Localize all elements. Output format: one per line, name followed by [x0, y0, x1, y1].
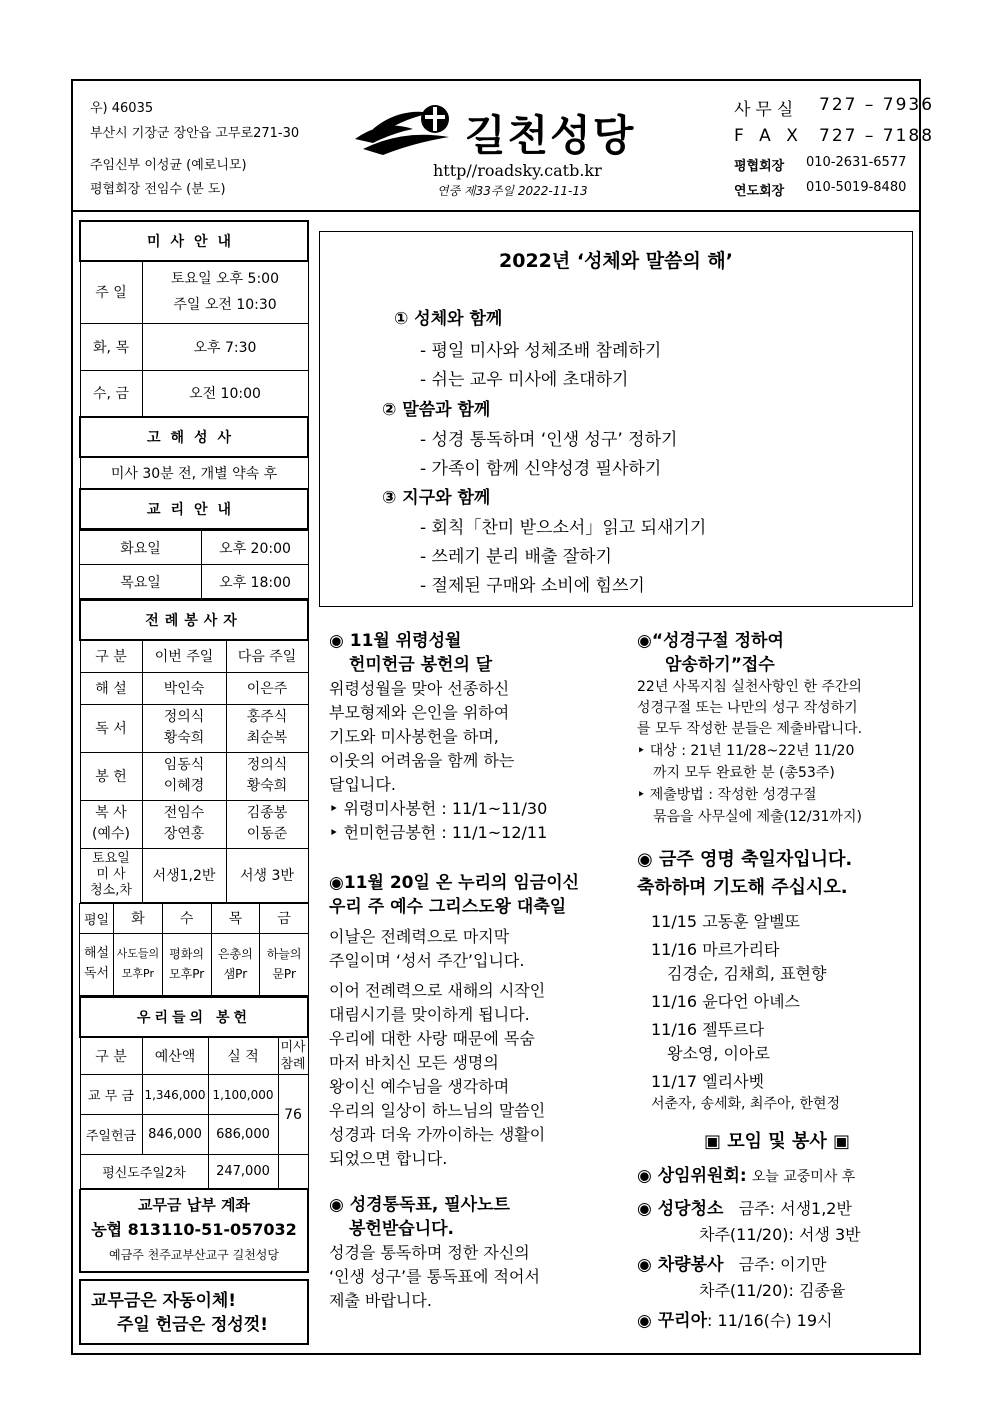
- feast-names: 왕소영, 이아로: [667, 1044, 770, 1063]
- fax-number: 727 – 7188: [819, 126, 935, 146]
- year-theme-panel: [319, 231, 913, 607]
- weekday-value: 평화의 모후Pr: [162, 933, 211, 995]
- offering-budget: 846,000: [142, 1115, 208, 1155]
- liturgy-next: 홍주식 최순복: [226, 704, 308, 752]
- liturgy-this: 임동식 이혜경: [142, 752, 226, 800]
- meeting-detail: 금주: 이기만: [738, 1255, 827, 1274]
- liturgy-table: [79, 599, 309, 903]
- feast-title: 축하하며 기도해 주십시오.: [637, 877, 848, 898]
- account-holder: 예금주 천주교부산교구 길천성당: [109, 1248, 279, 1262]
- theme-point: - 가족이 함께 신약성경 필사하기: [420, 459, 662, 479]
- catechism-day: 목요일: [80, 565, 202, 599]
- liturgy-header: 다음 주일: [226, 640, 308, 672]
- offering-budget: 1,346,000: [142, 1075, 208, 1115]
- catechism-time: 오후 18:00: [202, 565, 309, 599]
- offering-header: 구 분: [80, 1037, 142, 1075]
- slogan-box: [79, 1279, 309, 1345]
- notice-item: ‣ 위령미사봉헌 : 11/1~11/30: [329, 799, 548, 818]
- notice-body: 주일이며 ‘성서 주간’입니다.: [329, 951, 525, 970]
- special-offering-label: 평신도주일2차: [80, 1155, 208, 1189]
- liturgy-this: 정의식 황숙희: [142, 704, 226, 752]
- notice-body: 성경구절 또는 나만의 성구 작성하기: [637, 700, 858, 716]
- notice-body: 를 모두 작성한 분들은 제출바랍니다.: [637, 721, 863, 737]
- mass-time: 오후 7:30: [142, 323, 308, 370]
- mass-title: 미사안내: [80, 221, 308, 261]
- slogan-line: 주일 헌금은 정성껏!: [117, 1315, 268, 1335]
- pastor: 주임신부 이성균 (예로니모): [90, 158, 247, 173]
- church-logo-icon: [353, 99, 461, 157]
- meeting-detail: 금주: 서생1,2반: [738, 1199, 852, 1218]
- theme-point: - 회칙「찬미 받으소서」읽고 되새기기: [420, 518, 707, 538]
- notice-title: ◉ 11월 위령성월: [329, 631, 462, 651]
- notice-item: ‣ 대상 : 21년 11/28~22년 11/20: [637, 743, 855, 759]
- catechism-table: [79, 530, 309, 599]
- liturgy-next: 서생 3반: [226, 848, 308, 902]
- liturgy-this: 서생1,2반: [142, 848, 226, 902]
- feast-entry: 11/15 고동훈 알벨또: [651, 912, 801, 931]
- mass-time: 토요일 오후 5:00: [171, 271, 279, 288]
- website-url: http//roadsky.catb.kr: [433, 161, 602, 180]
- postal-code: 우) 46035: [90, 101, 154, 116]
- notice-title: 봉헌받습니다.: [349, 1219, 454, 1239]
- notice-body: 기도와 미사봉헌을 하며,: [329, 727, 499, 746]
- notice-body: 마저 바치신 모든 생명의: [329, 1053, 499, 1072]
- mass-table: [79, 220, 309, 530]
- feast-entry: 11/16 젤뚜르다: [651, 1020, 765, 1039]
- feast-names: 서춘자, 송세화, 최주아, 한현정: [651, 1096, 840, 1112]
- liturgy-header: 이번 주일: [142, 640, 226, 672]
- mass-day: 화, 목: [80, 323, 142, 370]
- meetings-title: ▣ 모임 및 봉사 ▣: [703, 1131, 851, 1152]
- notice-title: ◉11월 20일 온 누리의 임금이신: [329, 873, 580, 893]
- catechism-title: 교리안내: [80, 489, 308, 529]
- theme-point: - 쉬는 교우 미사에 초대하기: [420, 370, 629, 390]
- notice-body: 대림시기를 맞이하게 됩니다.: [329, 1005, 530, 1024]
- feast-names: 김경순, 김채희, 표현향: [667, 964, 827, 983]
- special-offering-value: 247,000: [208, 1155, 278, 1189]
- offering-actual: 1,100,000: [208, 1075, 278, 1115]
- chair-phone: 010-2631-6577: [806, 155, 907, 170]
- weekday-value: 사도들의 모후Pr: [114, 933, 163, 995]
- theme-point: - 절제된 구매와 소비에 힘쓰기: [420, 576, 645, 596]
- notice-body: 이웃의 어려움을 함께 하는: [329, 751, 515, 770]
- weekday-header: 수: [162, 903, 211, 933]
- weekday-header: 목: [211, 903, 260, 933]
- liturgy-role: 복 사 (예수): [80, 800, 142, 848]
- chair-label: 평협회장: [734, 159, 785, 174]
- meeting-detail: 차주(11/20): 서생 3반: [699, 1225, 861, 1244]
- liturgy-next: 정의식 황숙희: [226, 752, 308, 800]
- liturgy-role: 봉 헌: [80, 752, 142, 800]
- fax-label: F A X: [734, 126, 803, 146]
- notice-body: 22년 사목지침 실천사항인 한 주간의: [637, 679, 862, 695]
- office-label: 사무실: [734, 100, 799, 120]
- notice-body: ‘인생 성구’를 통독표에 적어서: [329, 1267, 540, 1286]
- notice-title: 우리 주 예수 그리스도왕 대축일: [329, 897, 567, 917]
- theme-heading: ① 성체와 함께: [394, 309, 503, 329]
- meeting-detail: 차주(11/20): 김종율: [699, 1281, 846, 1300]
- notice-item: 까지 모두 완료한 분 (총53주): [653, 765, 835, 781]
- meeting-label: ◉ 꾸리아: [637, 1311, 708, 1331]
- notice-item: 묶음을 사무실에 제출(12/31까지): [653, 809, 862, 825]
- notice-body: 이날은 전례력으로 마지막: [329, 927, 510, 946]
- meeting-label: ◉ 성당청소: [637, 1199, 724, 1219]
- notice-title: 헌미헌금 봉헌의 달: [349, 655, 493, 675]
- liturgy-this: 전임수 장연홍: [142, 800, 226, 848]
- mass-time: 주일 오전 10:30: [173, 297, 277, 314]
- offering-table: [79, 996, 309, 1190]
- catechism-time: 오후 20:00: [202, 531, 309, 565]
- meeting-detail: 오늘 교중미사 후: [751, 1169, 856, 1185]
- mass-day: 수, 금: [80, 370, 142, 417]
- liturgy-role: 독 서: [80, 704, 142, 752]
- feast-entry: 11/16 윤다언 아녜스: [651, 992, 801, 1011]
- meeting-label: ◉ 상임위원회:: [637, 1166, 747, 1186]
- notice-item: ‣ 헌미헌금봉헌 : 11/1~12/11: [329, 823, 548, 842]
- meeting-detail: : 11/16(수) 19시: [707, 1311, 833, 1330]
- notice-body: 성경을 통독하며 정한 자신의: [329, 1243, 530, 1262]
- notice-title: ◉“성경구절 정하여: [637, 631, 784, 651]
- theme-point: - 쓰레기 분리 배출 잘하기: [420, 547, 612, 567]
- feast-entry: 11/17 엘리사벳: [651, 1072, 765, 1091]
- notice-body: 부모형제와 은인을 위하여: [329, 703, 510, 722]
- mass-time: 오전 10:00: [142, 370, 308, 417]
- account-title: 교무금 납부 계좌: [138, 1196, 250, 1214]
- offering-actual: 686,000: [208, 1115, 278, 1155]
- notice-body: 성경과 더욱 가까이하는 생활이: [329, 1125, 546, 1144]
- notice-body: 왕이신 예수님을 생각하며: [329, 1077, 510, 1096]
- notice-title: 암송하기”접수: [665, 655, 775, 675]
- offering-header: 미사 참례: [278, 1037, 308, 1075]
- weekday-table: [79, 903, 309, 996]
- weekday-header: 화: [114, 903, 163, 933]
- mass-day: 주 일: [80, 261, 142, 323]
- feast-title: ◉ 금주 영명 축일자입니다.: [637, 849, 853, 870]
- notice-body: 위령성월을 맞아 선종하신: [329, 679, 510, 698]
- council-chair: 평협회장 전임수 (분 도): [90, 182, 226, 197]
- theme-point: - 평일 미사와 성체조배 참례하기: [420, 341, 662, 361]
- weekday-value: 하늘의 문Pr: [260, 933, 309, 995]
- confession-title: 고해성사: [80, 417, 308, 457]
- theme-heading: ③ 지구와 함께: [382, 488, 491, 508]
- notices-column-left: [329, 629, 619, 1313]
- liturgy-role: 토요일 미 사 청소,차: [80, 848, 142, 902]
- offering-header: 예산액: [142, 1037, 208, 1075]
- notice-body: 달입니다.: [329, 775, 396, 794]
- office-phone: 727 – 7936: [819, 95, 935, 115]
- notice-body: 되었으면 합니다.: [329, 1149, 448, 1168]
- notice-body: 이어 전례력으로 새해의 시작인: [329, 981, 546, 1000]
- weekday-header: 금: [260, 903, 309, 933]
- weekday-role: 해설 독서: [80, 933, 114, 995]
- notice-title: ◉ 성경통독표, 필사노트: [329, 1195, 510, 1215]
- feast-entry: 11/16 마르가리타: [651, 940, 780, 959]
- liturgy-next: 김종봉 이동준: [226, 800, 308, 848]
- liturgy-title: 전례봉사자: [80, 600, 308, 640]
- catechism-day: 화요일: [80, 531, 202, 565]
- weekday-value: 은총의 샘Pr: [211, 933, 260, 995]
- offering-title: 우리들의 봉헌: [80, 997, 308, 1037]
- account-number: 농협 813110-51-057032: [91, 1220, 297, 1239]
- edu-label: 연도회장: [734, 184, 785, 199]
- mass-times: [142, 261, 308, 323]
- meeting-label: ◉ 차량봉사: [637, 1255, 724, 1275]
- theme-point: - 성경 통독하며 ‘인생 성구’ 정하기: [420, 430, 678, 450]
- bulletin-page: [71, 79, 935, 1355]
- offering-header: 실 적: [208, 1037, 278, 1075]
- slogan-line: 교무금은 자동이체!: [91, 1291, 237, 1311]
- left-column: [79, 220, 309, 1345]
- liturgy-header: 구 분: [80, 640, 142, 672]
- notice-body: 우리에 대한 사랑 때문에 목숨: [329, 1029, 535, 1048]
- offering-label: 주일헌금: [80, 1115, 142, 1155]
- liturgy-next: 이은주: [226, 672, 308, 704]
- year-theme-title: 2022년 ‘성체와 말씀의 해’: [499, 250, 733, 272]
- edu-phone: 010-5019-8480: [806, 180, 907, 195]
- address: 부산시 기장군 장안읍 고무로271-30: [90, 126, 300, 141]
- church-name: 길천성당: [465, 111, 636, 160]
- liturgy-this: 박인숙: [142, 672, 226, 704]
- account-box: [79, 1189, 309, 1273]
- notice-item: ‣ 제출방법 : 작성한 성경구절: [637, 787, 817, 803]
- theme-heading: ② 말씀과 함께: [382, 400, 491, 420]
- attendance-count: 76: [278, 1075, 308, 1155]
- notice-body: 제출 바랍니다.: [329, 1291, 432, 1310]
- issue-date: 연중 제33주일 2022-11-13: [437, 184, 588, 198]
- notice-body: 우리의 일상이 하느님의 말씀인: [329, 1101, 546, 1120]
- header-divider: [73, 210, 919, 212]
- offering-label: 교 무 금: [80, 1075, 142, 1115]
- liturgy-role: 해 설: [80, 672, 142, 704]
- notices-column-right: [637, 629, 917, 1335]
- confession-text: 미사 30분 전, 개별 약속 후: [80, 457, 308, 489]
- weekday-header: 평일: [80, 903, 114, 933]
